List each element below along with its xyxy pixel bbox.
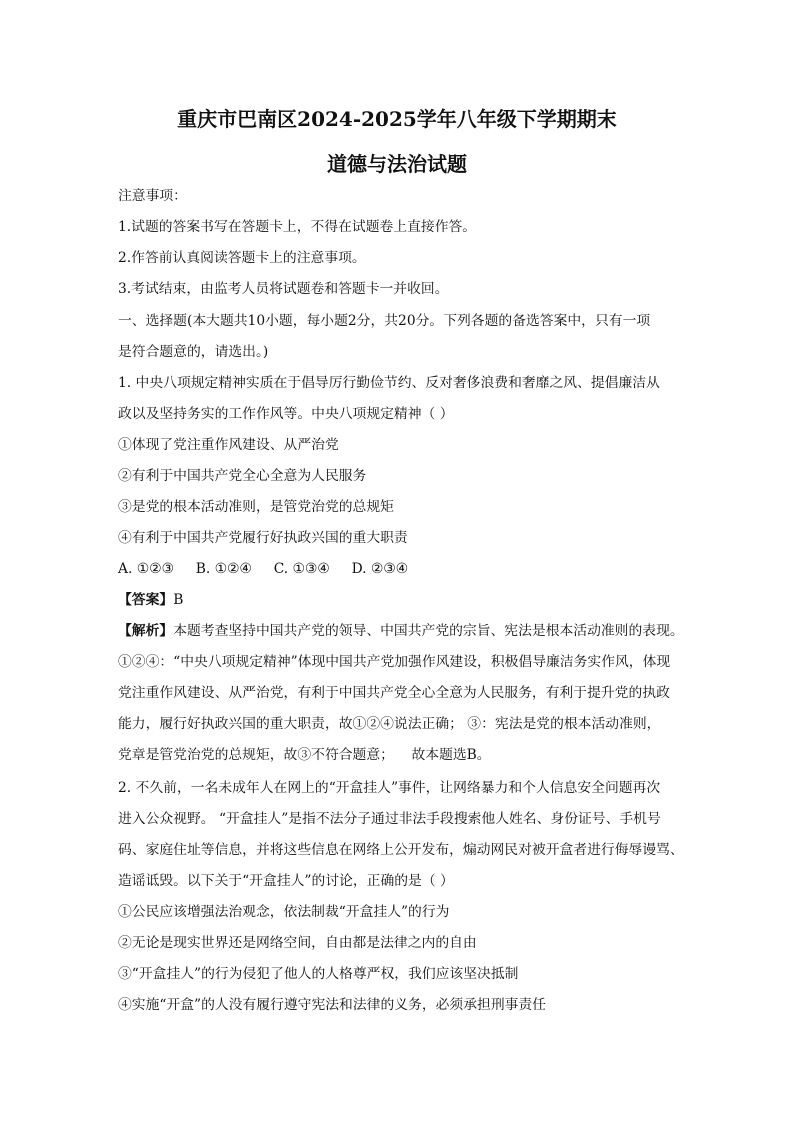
analysis-text: 党注重作风建设、从严治党，有利于中国共产党全心全意为人民服务，有利于提升党的执政: [118, 685, 670, 701]
analysis-text: ①②④：“中央八项规定精神”体现中国共产党加强作风建设，积极倡导廉洁务实作风，体现: [118, 654, 671, 670]
page-title: 重庆市巴南区2024-2025学年八年级下学期期末: [177, 107, 617, 131]
analysis-label: 【解析】: [118, 623, 174, 639]
question-stem: 码、家庭住址等信息，并将这些信息在网络上公开发布，煽动网民对被开盒者进行侮辱谩骂、: [118, 842, 684, 858]
answer-label: 【答案】: [118, 592, 174, 608]
statement-option: ④实施“开盒”的人没有履行遵守宪法和法律的义务，必须承担刑事责任: [118, 997, 547, 1013]
analysis-text: 本题考查坚持中国共产党的领导、中国共产党的宗旨、宪法是根本活动准则的表现。: [173, 623, 684, 639]
answer-row: [118, 590, 680, 610]
question-stem: 造谣诋毁。以下关于“开盒挂人”的讨论，正确的是（ ）: [118, 873, 454, 889]
question-stem: 进入公众视野。 “开盒挂人”是指不法分子通过非法手段搜索他人姓名、身份证号、手机号: [118, 811, 661, 827]
analysis-row: [118, 621, 684, 641]
answer-choices: A. ①②③ B. ①②④ C. ①③④ D. ②③④: [118, 561, 409, 577]
answer-value: B: [173, 592, 184, 608]
analysis-text: 能力，履行好执政兴国的重大职责，故①②④说法正确； ③：宪法是党的根本活动准则，: [118, 716, 661, 732]
notice-item: 1.试题的答案书写在答题卡上，不得在试题卷上直接作答。: [118, 219, 477, 235]
section-heading: 是符合题意的，请选出。): [118, 344, 269, 360]
statement-option: ②无论是现实世界还是网络空间，自由都是法律之内的自由: [118, 935, 477, 951]
statement-option: ③是党的根本活动准则，是管党治党的总规矩: [118, 499, 394, 515]
statement-option: ①体现了党注重作风建设、从严治党: [118, 437, 339, 453]
question-stem: 2. 不久前，一名未成年人在网上的“开盒挂人”事件，让网络暴力和个人信息安全问题再次: [118, 780, 661, 796]
notice-item: 3.考试结束，由监考人员将试题卷和答题卡一并收回。: [118, 281, 449, 297]
statement-option: ②有利于中国共产党全心全意为人民服务: [118, 468, 367, 484]
page-subtitle: 道德与法治试题: [327, 152, 467, 176]
question-stem: 1. 中央八项规定精神实质在于倡导厉行勤俭节约、反对奢侈浪费和奢靡之风、提倡廉洁从: [118, 375, 660, 391]
statement-option: ③“开盒挂人”的行为侵犯了他人的人格尊严权，我们应该坚决抵制: [118, 966, 519, 982]
notice-heading: 注意事项：: [118, 188, 187, 204]
question-stem: 政以及坚持务实的工作作风等。中央八项规定精神（ ）: [118, 406, 454, 422]
notice-item: 2.作答前认真阅读答题卡上的注意事项。: [118, 250, 366, 266]
statement-option: ①公民应该增强法治观念，依法制裁“开盒挂人”的行为: [118, 904, 450, 920]
statement-option: ④有利于中国共产党履行好执政兴国的重大职责: [118, 530, 408, 546]
analysis-text: 党章是管党治党的总规矩，故③不符合题意； 故本题选B。: [118, 747, 491, 763]
section-heading: 一、选择题(本大题共10小题，每小题2分，共20分。下列各题的备选答案中，只有一项: [118, 313, 651, 329]
